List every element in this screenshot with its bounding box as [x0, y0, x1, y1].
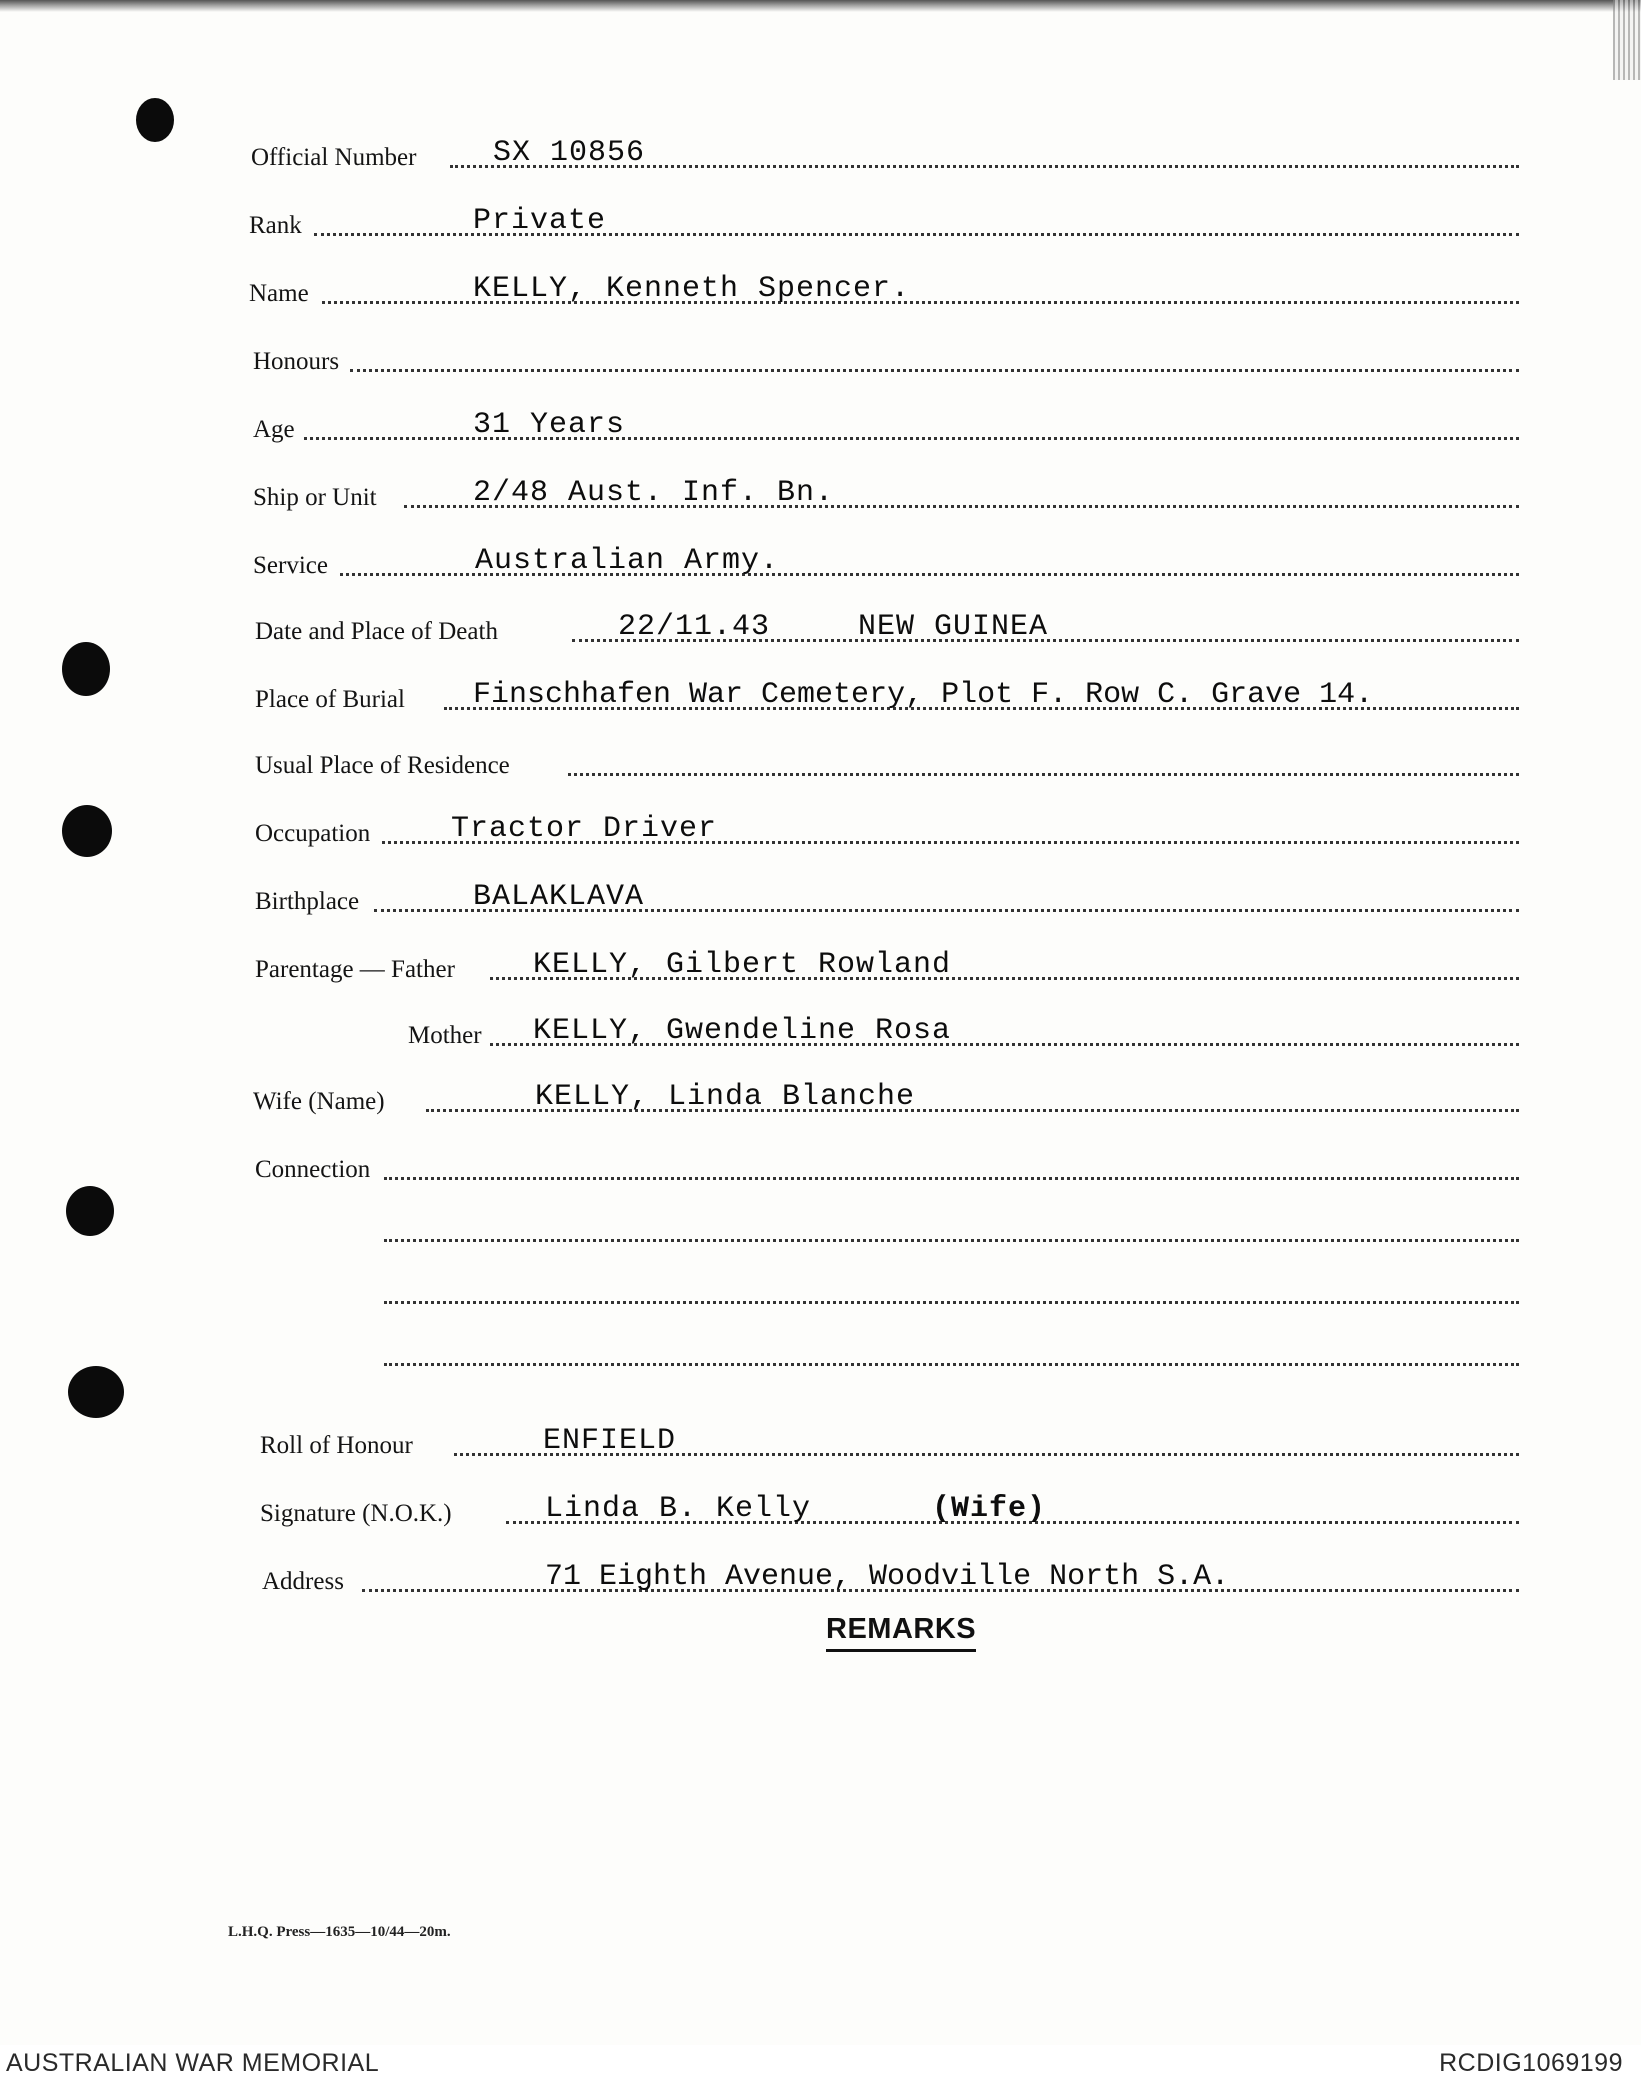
death-date-value: 22/11.43: [618, 610, 771, 644]
ship-or-unit-label: Ship or Unit: [253, 484, 377, 511]
row-connection-continued: [0, 1204, 1641, 1252]
row-roll-of-honour: [0, 1418, 1641, 1466]
official-number-value: SX 10856: [493, 136, 646, 170]
rank-value: Private: [473, 204, 607, 238]
footer-institution: AUSTRALIAN WAR MEMORIAL: [6, 2049, 380, 2077]
signature-label: Signature (N.O.K.): [260, 1500, 452, 1527]
birthplace-value: BALAKLAVA: [473, 880, 645, 914]
address-value: 71 Eighth Avenue, Woodville North S.A.: [545, 1560, 1230, 1594]
roll-of-honour-value: ENFIELD: [543, 1424, 677, 1458]
place-of-burial-value: Finschhafen War Cemetery, Plot F. Row C. Grave 14.: [473, 678, 1374, 712]
death-place-value: NEW GUINEA: [858, 610, 1049, 644]
row-occupation: [0, 806, 1641, 854]
scan-edge-right: [1613, 0, 1641, 80]
row-date-place-death: [0, 604, 1641, 652]
row-rank: [0, 198, 1641, 246]
wife-label: Wife (Name): [253, 1088, 385, 1115]
birthplace-label: Birthplace: [255, 888, 360, 915]
connection-label: Connection: [255, 1156, 371, 1183]
row-service: [0, 538, 1641, 586]
row-signature: [0, 1486, 1641, 1534]
dotted-line: [384, 1177, 1519, 1180]
signature-relation-value: (Wife): [932, 1492, 1047, 1526]
date-place-death-label: Date and Place of Death: [255, 618, 498, 645]
row-honours: [0, 334, 1641, 382]
rank-label: Rank: [249, 212, 302, 239]
scan-edge-top: [0, 0, 1641, 12]
printer-imprint: L.H.Q. Press—1635—10/44—20m.: [228, 1924, 451, 1940]
signature-value: Linda B. Kelly: [545, 1492, 812, 1526]
honours-label: Honours: [253, 348, 340, 375]
mother-label: Mother: [408, 1022, 482, 1049]
row-parentage-mother: [0, 1008, 1641, 1056]
row-address: [0, 1554, 1641, 1602]
remarks-heading: REMARKS: [826, 1613, 976, 1652]
row-connection-continued: [0, 1328, 1641, 1376]
dotted-line: [568, 773, 1519, 776]
dotted-line: [384, 1239, 1519, 1242]
roll-of-honour-label: Roll of Honour: [260, 1432, 413, 1459]
wife-value: KELLY, Linda Blanche: [535, 1080, 916, 1114]
row-name: [0, 266, 1641, 314]
usual-residence-label: Usual Place of Residence: [255, 752, 510, 779]
service-value: Australian Army.: [475, 544, 780, 578]
dotted-line: [350, 369, 1519, 372]
row-birthplace: [0, 874, 1641, 922]
row-wife: [0, 1074, 1641, 1122]
ship-or-unit-value: 2/48 Aust. Inf. Bn.: [473, 476, 835, 510]
row-usual-residence: [0, 738, 1641, 786]
place-of-burial-label: Place of Burial: [255, 686, 405, 713]
age-label: Age: [253, 416, 295, 443]
official-number-label: Official Number: [251, 144, 417, 171]
footer-record-id: RCDIG1069199: [1439, 2049, 1623, 2077]
row-connection-continued: [0, 1266, 1641, 1314]
row-place-of-burial: [0, 672, 1641, 720]
dotted-line: [384, 1363, 1519, 1366]
row-ship-or-unit: [0, 470, 1641, 518]
father-value: KELLY, Gilbert Rowland: [533, 948, 952, 982]
age-value: 31 Years: [473, 408, 626, 442]
occupation-label: Occupation: [255, 820, 371, 847]
archive-footer: [0, 2045, 1641, 2082]
address-label: Address: [262, 1568, 344, 1595]
occupation-value: Tractor Driver: [451, 812, 718, 846]
service-label: Service: [253, 552, 328, 579]
row-official-number: [0, 130, 1641, 178]
row-connection: [0, 1142, 1641, 1190]
mother-value: KELLY, Gwendeline Rosa: [533, 1014, 952, 1048]
parentage-father-label: Parentage — Father: [255, 956, 455, 983]
row-parentage-father: [0, 942, 1641, 990]
name-value: KELLY, Kenneth Spencer.: [473, 272, 911, 306]
dotted-line: [384, 1301, 1519, 1304]
row-age: [0, 402, 1641, 450]
name-label: Name: [249, 280, 309, 307]
